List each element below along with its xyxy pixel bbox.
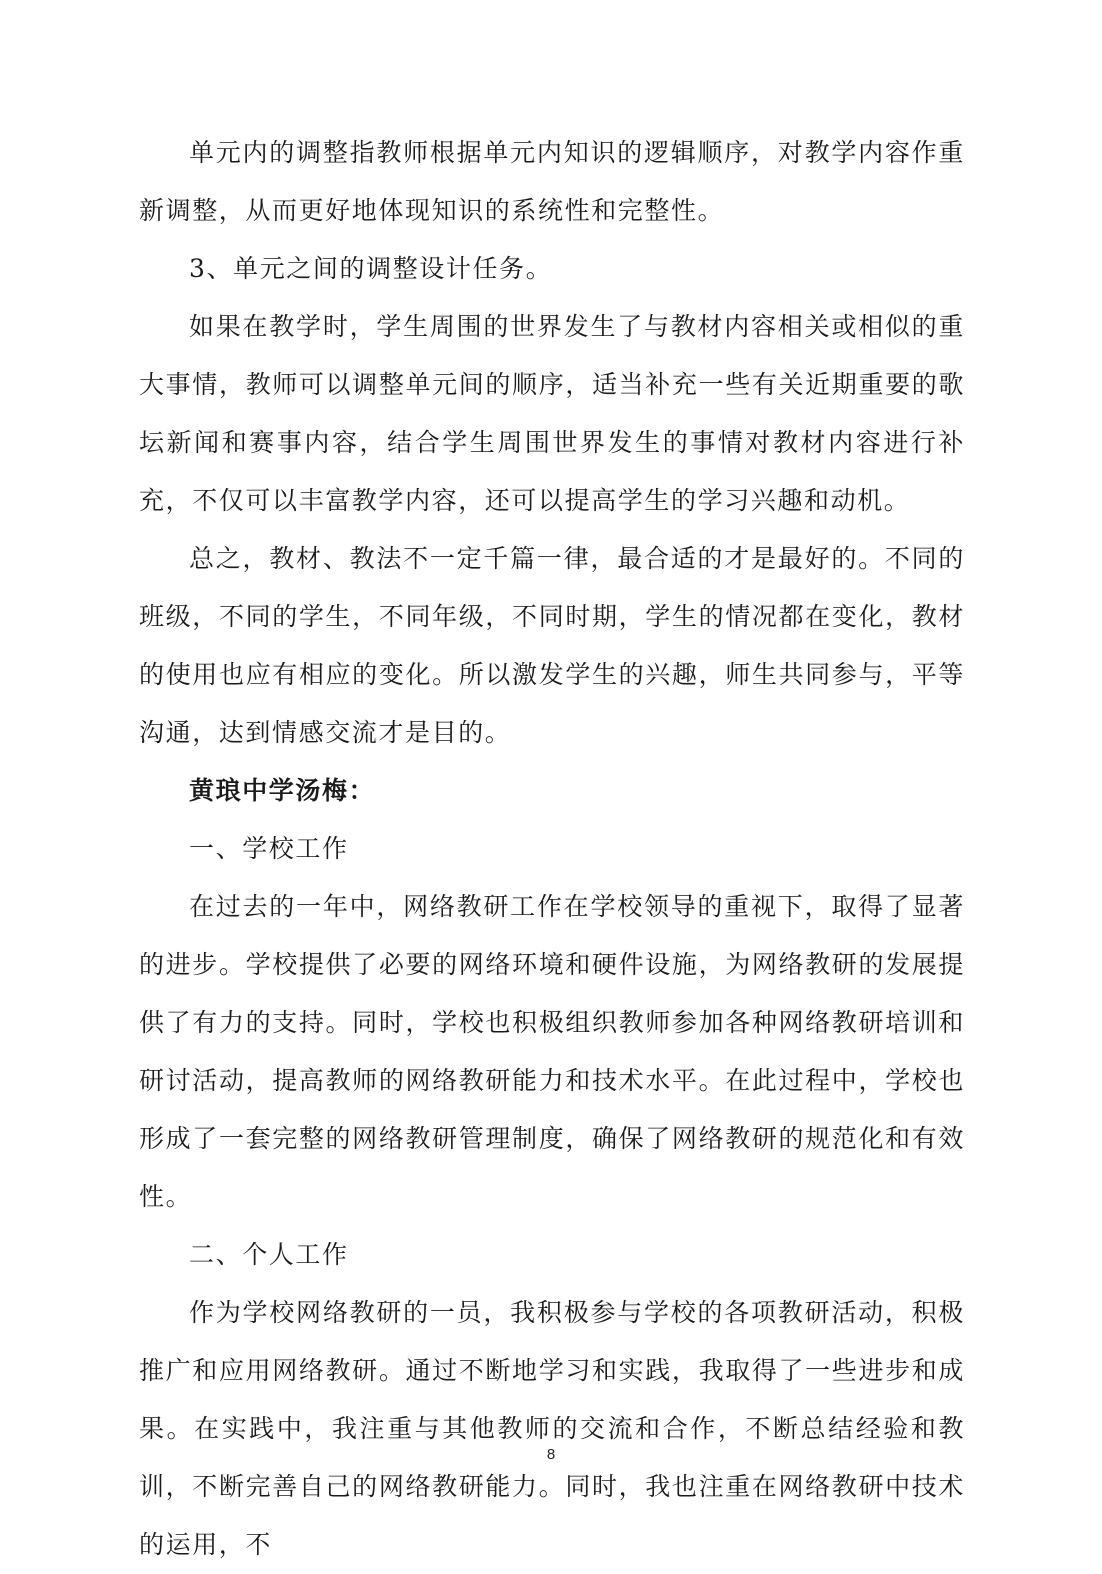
- paragraph: 在过去的一年中，网络教研工作在学校领导的重视下，取得了显著的进步。学校提供了必要的网络环境和硬件设施，为网络教研的发展提供了有力的支持。同时，学校也积极组织教师参加各种网络教研培训和研讨活动，提高教师的网络教研能力和技术水平。在此过程中，学校也形成了一套完整的网络教研管理制度，确保了网络教研的规范化和有效性。: [139, 892, 965, 1211]
- page-number: 8: [546, 1446, 556, 1463]
- paragraph: 单元内的调整指教师根据单元内知识的逻辑顺序，对教学内容作重新调整，从而更好地体现知识的系统性和完整性。: [139, 138, 965, 225]
- paragraph: 作为学校网络教研的一员，我积极参与学校的各项教研活动，积极推广和应用网络教研。通过不断地学习和实践，我取得了一些进步和成果。在实践中，我注重与其他教师的交流和合作，不断总结经验和教训，不断完善自己的网络教研能力。同时，我也注重在网络教研中技术的运用，不: [139, 1298, 965, 1559]
- section-heading: 3、单元之间的调整设计任务。: [189, 254, 553, 283]
- section-heading: 一、学校工作: [189, 834, 349, 863]
- author-heading: 黄琅中学汤梅：: [189, 776, 376, 805]
- paragraph: 总之，教材、教法不一定千篇一律，最合适的才是最好的。不同的班级，不同的学生，不同年级，不同时期，学生的情况都在变化，教材的使用也应有相应的变化。所以激发学生的兴趣，师生共同参与，平等沟通，达到情感交流才是目的。: [139, 544, 965, 747]
- section-heading: 二、个人工作: [189, 1240, 349, 1269]
- document-body: [139, 124, 965, 1574]
- paragraph: 如果在教学时，学生周围的世界发生了与教材内容相关或相似的重大事情，教师可以调整单元间的顺序，适当补充一些有关近期重要的歌坛新闻和赛事内容，结合学生周围世界发生的事情对教材内容进行补充，不仅可以丰富教学内容，还可以提高学生的学习兴趣和动机。: [139, 312, 965, 515]
